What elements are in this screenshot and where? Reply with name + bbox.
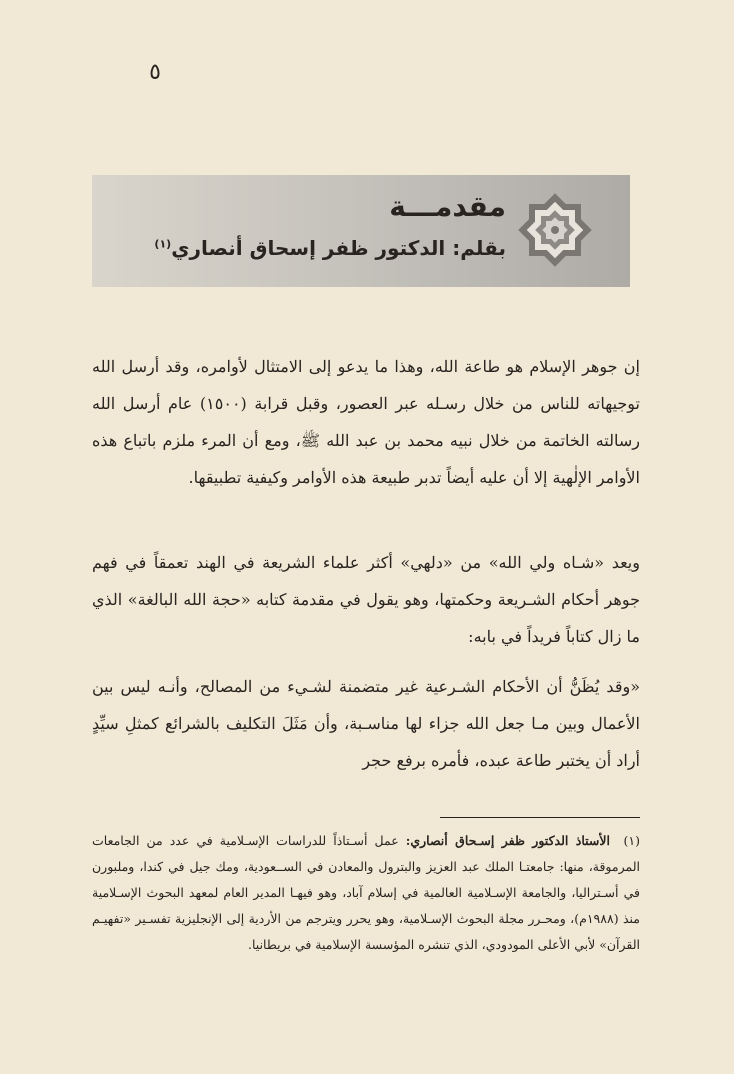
- footnote-author-name: الأستاذ الدكتور ظفر إسـحاق أنصاري:: [405, 833, 610, 848]
- paragraph-2: ويعد «شـاه ولي الله» من «دلهي» أكثر علماء الشريعة في الهند تعمقاً في فهم جوهر أحكام الشـريعة وحكمتها، وهو يقول في مقدمة كتابه «حجة الله البالغة» الذي ما زال كتاباً فريداً في بابه:: [92, 553, 640, 646]
- footnote: [92, 828, 640, 958]
- islamic-star-ornament-icon: [515, 190, 595, 270]
- chapter-title: مقدمـــة: [389, 190, 506, 223]
- page-number: ٥: [149, 60, 161, 85]
- chapter-byline: [154, 236, 506, 260]
- footnote-divider: [440, 817, 640, 818]
- footnote-reference: (١): [154, 237, 172, 251]
- footnote-number: (١): [623, 833, 640, 848]
- byline-text: بقلم: الدكتور ظفر إسحاق أنصاري: [171, 236, 506, 260]
- footnote-text: عمل أسـتاذاً للدراسات الإسـلامية في عدد من الجامعات المرموقة، منها: جامعتـا الملك عبد العزيز والبترول والمعادن في الســعودية، ومك جيل في كندا، وملبورن في أسـتراليا، والجامعة الإسـلامية العالمية في إسلام آباد، وهو فيهـا المدير العام لمعهد البحوث الإسـلامية منذ (١٩٨٨م)، ومحـرر مجلة البحوث الإسـلامية، وهو يحرر ويترجم من الأردية إلى الإنجليزية تفسـير «تفهيـم القرآن» لأبي الأعلى المودودي، الذي تنشره المؤسسة الإسلامية في بريطانيا.: [92, 833, 640, 952]
- paragraph-1: إن جوهر الإسلام هو طاعة الله، وهذا ما يدعو إلى الامتثال لأوامره، وقد أرسل الله توجيهاته للناس من خلال رسـله عبر العصور، وقبل قرابة (١٥٠٠) عام أرسل الله رسالته الخاتمة من خلال نبيه محمد بن عبد الله ﷺ، ومع أن المرء ملزم باتباع هذه الأوامر الإلٰهية إلا أن عليه أيضاً تدبر طبيعة هذه الأوامر وكيفية تطبيقها.: [92, 357, 641, 487]
- paragraph-3-quote: «وقد يُظَنُّ أن الأحكام الشـرعية غير متضمنة لشـيء من المصالح، وأنـه ليس بين الأعمال وبين مـا جعل الله جزاء لها مناسـبة، وأن مَثَلَ التكليف بالشرائع كمثلِ سيِّدٍ أراد أن يختبر طاعة عبده، فأمره برفع حجر: [92, 677, 641, 770]
